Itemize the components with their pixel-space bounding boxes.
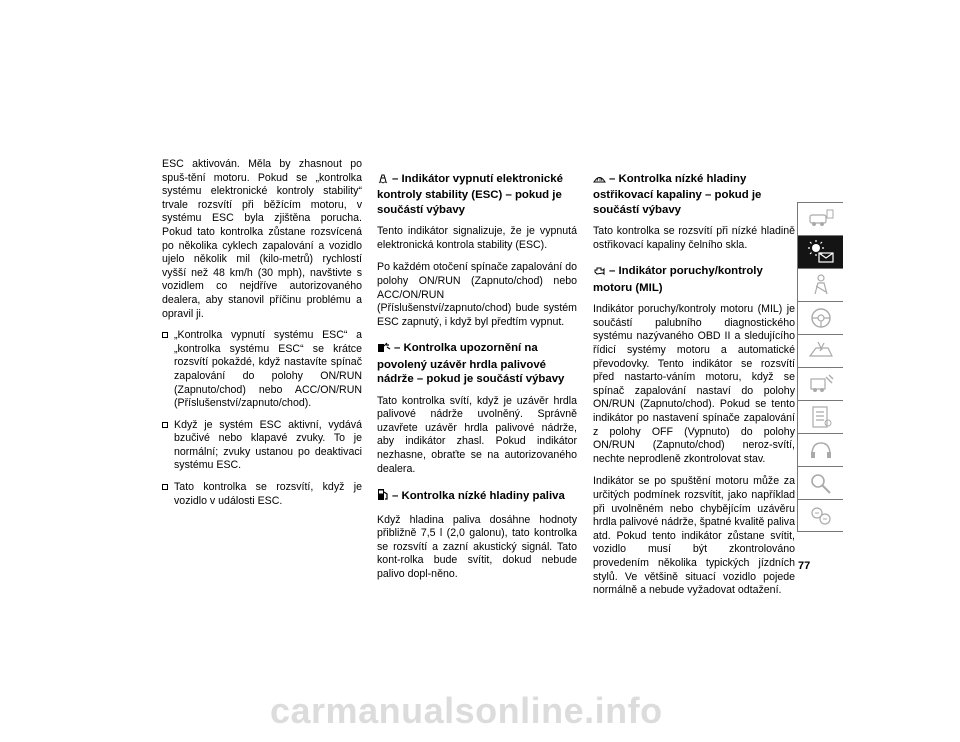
column-2 [377,158,577,591]
tab-servicing-icon [806,371,836,397]
tab-specifications-icon [806,404,836,430]
tab-specifications[interactable] [797,400,843,433]
fuel-cap-icon [377,341,391,357]
tab-vehicle-info[interactable] [797,202,843,235]
paragraph: Když hladina paliva dosáhne hodnoty přibližně 7,5 l (2,0 galonu), tato kontrolka se rozsvítí a zazní akustický signál. Tato kont-rolka bude svítit, dokud nebude palivo dopl-něno. [377,513,577,580]
heading-fuel-cap: – Kontrolka upozornění na povolený uzávěr hrdla palivové nádrže – pokud je součástí výbavy [377,342,565,386]
square-bullet-icon [162,484,168,490]
tab-index[interactable] [797,466,843,499]
tab-safety-icon [806,272,836,298]
list-item: „Kontrolka vypnutí systému ESC“ a „kontrolka systému ESC“ se krátce rozsvítí pokaždé, když nastavíte spínač zapalování do polohy ON/RUN (Zapnuto/chod) nebo ACC/ON/RUN (Příslušenství/zapnuto/chod). [162,329,362,411]
paragraph: Po každém otočení spínače zapalování do polohy ON/RUN (Zapnuto/chod) nebo ACC/ON/RUN (Příslušenství/zapnuto/chod) bude systém ESC zapnutý, i když byl předtím vypnut. [377,261,577,328]
paragraph: Indikátor poruchy/kontroly motoru (MIL) je součástí palubního diagnostického systému nazývaného OBD II a sledujícího řídicí systémy motoru a automatické převodovky. Tento indikátor se rozsvítí před nastarto-váním motoru, když se spínač zapalování nastaví do polohy ON/RUN (Zapnuto/chod). Pokud se tento indikátor po nastavení spínače zapalování z polohy OFF (Vypnuto) do polohy ON/RUN (Zapnuto/chod) neroz-svítí, nechte neprodleně zkontrolovat stav. [593,303,795,465]
chapter-tabs [797,202,843,532]
tab-warning-lights-icon [806,239,836,265]
tab-servicing[interactable] [797,367,843,400]
column-1 [162,158,362,516]
tab-multimedia[interactable] [797,433,843,466]
square-bullet-icon [162,332,168,338]
page-number: 77 [798,560,811,572]
watermark-text: carmanualsonline.info [270,690,663,731]
tab-warning-lights[interactable] [797,235,843,268]
tab-emergency-icon [806,338,836,364]
tab-language-icon [806,503,836,529]
paragraph: Tato kontrolka svítí, když je uzávěr hrdla palivové nádrže uvolněný. Správně uzavřete uzávěr hrdla palivové nádrže, aby indikátor zhasl. Pokud indikátor nezhasne, obraťte se na autorizovaného dealera. [377,394,577,475]
tab-index-icon [806,470,836,496]
list-item: Když je systém ESC aktivní, vydává bzučivé nebo klapavé zvuky. To je normální; zvuky ustanou po deaktivaci systému ESC. [162,419,362,473]
list-item: Tato kontrolka se rozsvítí, když je vozidlo v události ESC. [162,481,362,508]
tab-starting-driving[interactable] [797,301,843,334]
tab-emergency[interactable] [797,334,843,367]
paragraph: Tato kontrolka se rozsvítí při nízké hladině ostřikovací kapaliny čelního skla. [593,225,795,251]
tab-vehicle-info-icon [806,206,836,232]
engine-check-icon [593,266,606,280]
bullet-list [162,329,362,508]
intro-paragraph: ESC aktivován. Měla by zhasnout po spuš-tění motoru. Pokud se „kontrolka systému elektronické kontroly stability“ trvale rozsvítí při běžícím motoru, v systému ESC byla zjištěna porucha. Pokud tato kontrolka zůstane rozsvícená po několika cyklech zapalování a vozidlo ujelo několik mil (kilo-metrů) rychlostí vyšší než 48 km/h (30 mph), navštivte s vozidlem co nejdříve autorizovaného dealera, aby stanovil příčinu problému a opravil ji. [162,158,362,320]
heading-low-fuel: – Kontrolka nízké hladiny paliva [377,488,577,505]
paragraph: Indikátor se po spuštění motoru může za určitých podmínek rozsvítit, jako například při uvolněném nebo chybějícím uzávěru hrdla palivové nádrže, špatné kvalitě paliva atd. Pokud tento indikátor zůstane svítit, vozidlo musí být zkontrolováno provedením několika typických jízdních stylů. Ve většině situací vozidlo pojede normálně a nebude vyžadovat odtažení. [593,475,795,597]
washer-fluid-icon [593,174,606,188]
tab-multimedia-icon [806,437,836,463]
tab-language[interactable] [797,499,843,532]
heading-engine-check: – Indikátor poruchy/kontroly motoru (MIL) [593,265,763,294]
column-3 [593,158,795,607]
heading-washer-fluid: – Kontrolka nízké hladiny ostřikovací kapaliny – pokud je součástí výbavy [593,173,762,216]
esc-off-icon [377,172,389,188]
paragraph: Tento indikátor signalizuje, že je vypnutá elektronická kontrola stability (ESC). [377,225,577,251]
tab-safety[interactable] [797,268,843,301]
heading-esc-off: – Indikátor vypnutí elektronické kontroly stability (ESC) – pokud je součástí výbavy [377,173,563,216]
tab-starting-driving-icon [806,305,836,331]
fuel-pump-icon [377,488,389,505]
square-bullet-icon [162,422,168,428]
